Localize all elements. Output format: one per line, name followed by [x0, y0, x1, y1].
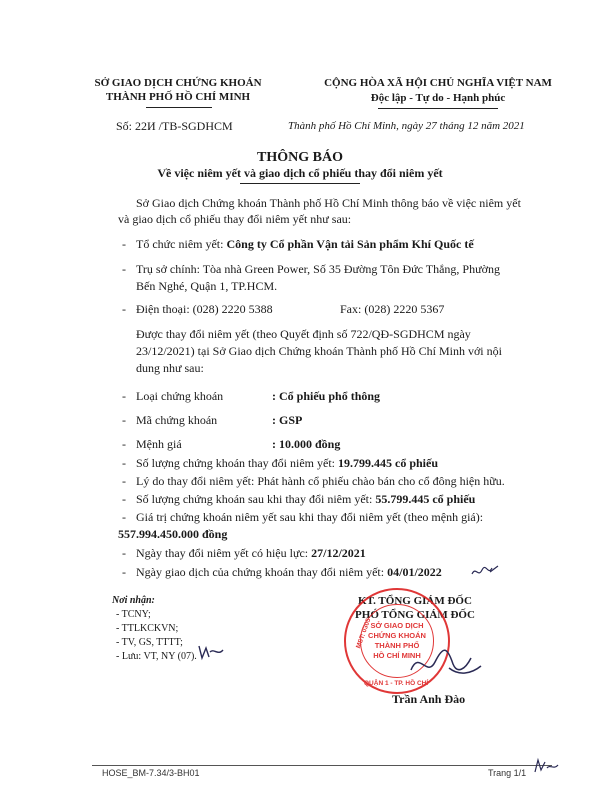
recipient-item: - TTLKCKVN;: [116, 623, 179, 634]
reason-line: [136, 474, 505, 489]
phone: Điện thoại: (028) 2220 5388: [136, 302, 273, 316]
recipient-item: - Lưu: VT, NY (07).: [116, 651, 197, 662]
seal-line: CHỨNG KHOÁN: [368, 631, 426, 640]
reason-label: Lý do thay đổi niêm yết:: [136, 474, 258, 488]
bullet-dash: -: [122, 510, 126, 524]
signer-name: Trần Anh Đào: [392, 692, 466, 706]
seal-ring-bottom: QUẬN 1 - TP. HỒ CHÍ: [364, 680, 429, 687]
approval-line2: 23/12/2021) tại Sở Giao dịch Chứng khoán Thành phố Hồ Chí Minh với nội: [136, 344, 502, 358]
bullet-dash: -: [122, 492, 126, 506]
qty-label: Số lượng chứng khoán thay đổi niêm yết:: [136, 456, 338, 470]
effective-label: Ngày thay đổi niêm yết có hiệu lực:: [136, 546, 312, 560]
recipient-item: - TV, GS, TTTT;: [116, 637, 183, 648]
org-name-line1: SỞ GIAO DỊCH CHỨNG KHOÁN: [94, 77, 262, 89]
seal-line: SỞ GIAO DỊCH: [370, 621, 424, 630]
initials-mark: [470, 562, 500, 580]
org-label: Tổ chức niêm yết:: [136, 237, 227, 251]
listed-value: 557.994.450.000 đồng: [118, 527, 228, 541]
document-number: Số: 22И /TB-SGDHCM: [116, 119, 233, 133]
intro-line1: Sở Giao dịch Chứng khoán Thành phố Hồ Chí Minh thông báo về việc niêm yết: [136, 196, 521, 210]
effective-date: 27/12/2021: [311, 546, 366, 560]
place-date: Thành phố Hồ Chí Minh, ngày 27 tháng 12 năm 2021: [288, 120, 525, 132]
total-label: Số lượng chứng khoán sau khi thay đổi niêm yết:: [136, 492, 376, 506]
trading-label: Ngày giao dịch của chứng khoán thay đổi niêm yết:: [136, 565, 388, 579]
trading-date: 04/01/2022: [387, 565, 442, 579]
title-underline: [240, 183, 360, 184]
hq-line1: Trụ sở chính: Tòa nhà Green Power, Số 35 Đường Tôn Đức Thắng, Phường: [136, 262, 500, 276]
page-number: Trang 1/1: [488, 768, 527, 778]
par-value-label: Mệnh giá: [136, 437, 182, 451]
seal-ring-top: MST: 0305: [355, 617, 373, 650]
bullet-dash: -: [122, 437, 126, 451]
org-underline: [146, 107, 212, 108]
intro-line2: và giao dịch cổ phiếu thay đổi niêm yết như sau:: [118, 212, 352, 226]
footer-rule: [92, 765, 552, 766]
seal-line: HỒ CHÍ MINH: [373, 651, 421, 660]
recipient-item: - TCNY;: [116, 609, 151, 620]
qty-line: [136, 456, 438, 471]
qty-value: 19.799.445 cổ phiếu: [338, 456, 439, 470]
bullet-dash: -: [122, 389, 126, 403]
security-code-value: : GSP: [272, 413, 303, 427]
bullet-dash: -: [122, 546, 126, 560]
approval-line3: dung như sau:: [136, 361, 204, 375]
org-name: Công ty Cổ phần Vận tải Sản phẩm Khí Quốc tế: [226, 237, 474, 251]
bullet-dash: -: [122, 262, 126, 276]
bullet-dash: -: [122, 565, 126, 579]
security-code-label: Mã chứng khoán: [136, 413, 218, 427]
bullet-dash: -: [122, 413, 126, 427]
nation-title: CỘNG HÒA XÃ HỘI CHỦ NGHĨA VIỆT NAM: [324, 77, 552, 89]
initials-mark: [196, 642, 226, 662]
handwritten-signature: [405, 640, 485, 685]
document-subtitle: Về việc niêm yết và giao dịch cổ phiếu thay đổi niêm yết: [157, 166, 443, 180]
bullet-dash: -: [122, 302, 126, 316]
listed-value-label: Giá trị chứng khoán niêm yết sau khi thay đổi niêm yết (theo mệnh giá):: [136, 510, 484, 524]
effective-line: [136, 546, 366, 561]
bullet-dash: -: [122, 456, 126, 470]
document-title: THÔNG BÁO: [257, 150, 343, 165]
par-value: : 10.000 đồng: [272, 437, 341, 451]
total-value: 55.799.445 cổ phiếu: [375, 492, 476, 506]
recipients-title: Nơi nhận:: [112, 595, 155, 606]
bullet-dash: -: [122, 237, 126, 251]
total-line: [136, 492, 475, 507]
hq-line2: Bến Nghé, Quận 1, TP.HCM.: [136, 279, 278, 293]
bullet-dash: -: [122, 474, 126, 488]
security-type-value: : Cổ phiếu phổ thông: [272, 389, 381, 403]
seal-line: THÀNH PHỐ: [374, 641, 420, 650]
org-line: [136, 237, 474, 252]
signature-title-line2: PHÓ TỔNG GIÁM ĐỐC: [355, 609, 475, 621]
reason-value: Phát hành cổ phiếu chào bán cho cổ đông hiện hữu.: [257, 474, 505, 488]
trading-line: [136, 565, 442, 580]
nation-motto: Độc lập - Tự do - Hạnh phúc: [370, 92, 506, 104]
form-code: HOSE_BM-7.34/3-BH01: [102, 768, 200, 778]
org-name-line2: THÀNH PHỐ HỒ CHÍ MINH: [105, 91, 251, 103]
signature-title-line1: KT. TỔNG GIÁM ĐỐC: [358, 595, 472, 607]
approval-line1: Được thay đổi niêm yết (theo Quyết định số 722/QĐ-SGDHCM ngày: [136, 327, 471, 341]
initials-mark: [532, 756, 560, 776]
motto-underline: [378, 108, 498, 109]
fax: Fax: (028) 2220 5367: [340, 302, 445, 316]
security-type-label: Loại chứng khoán: [136, 389, 224, 403]
